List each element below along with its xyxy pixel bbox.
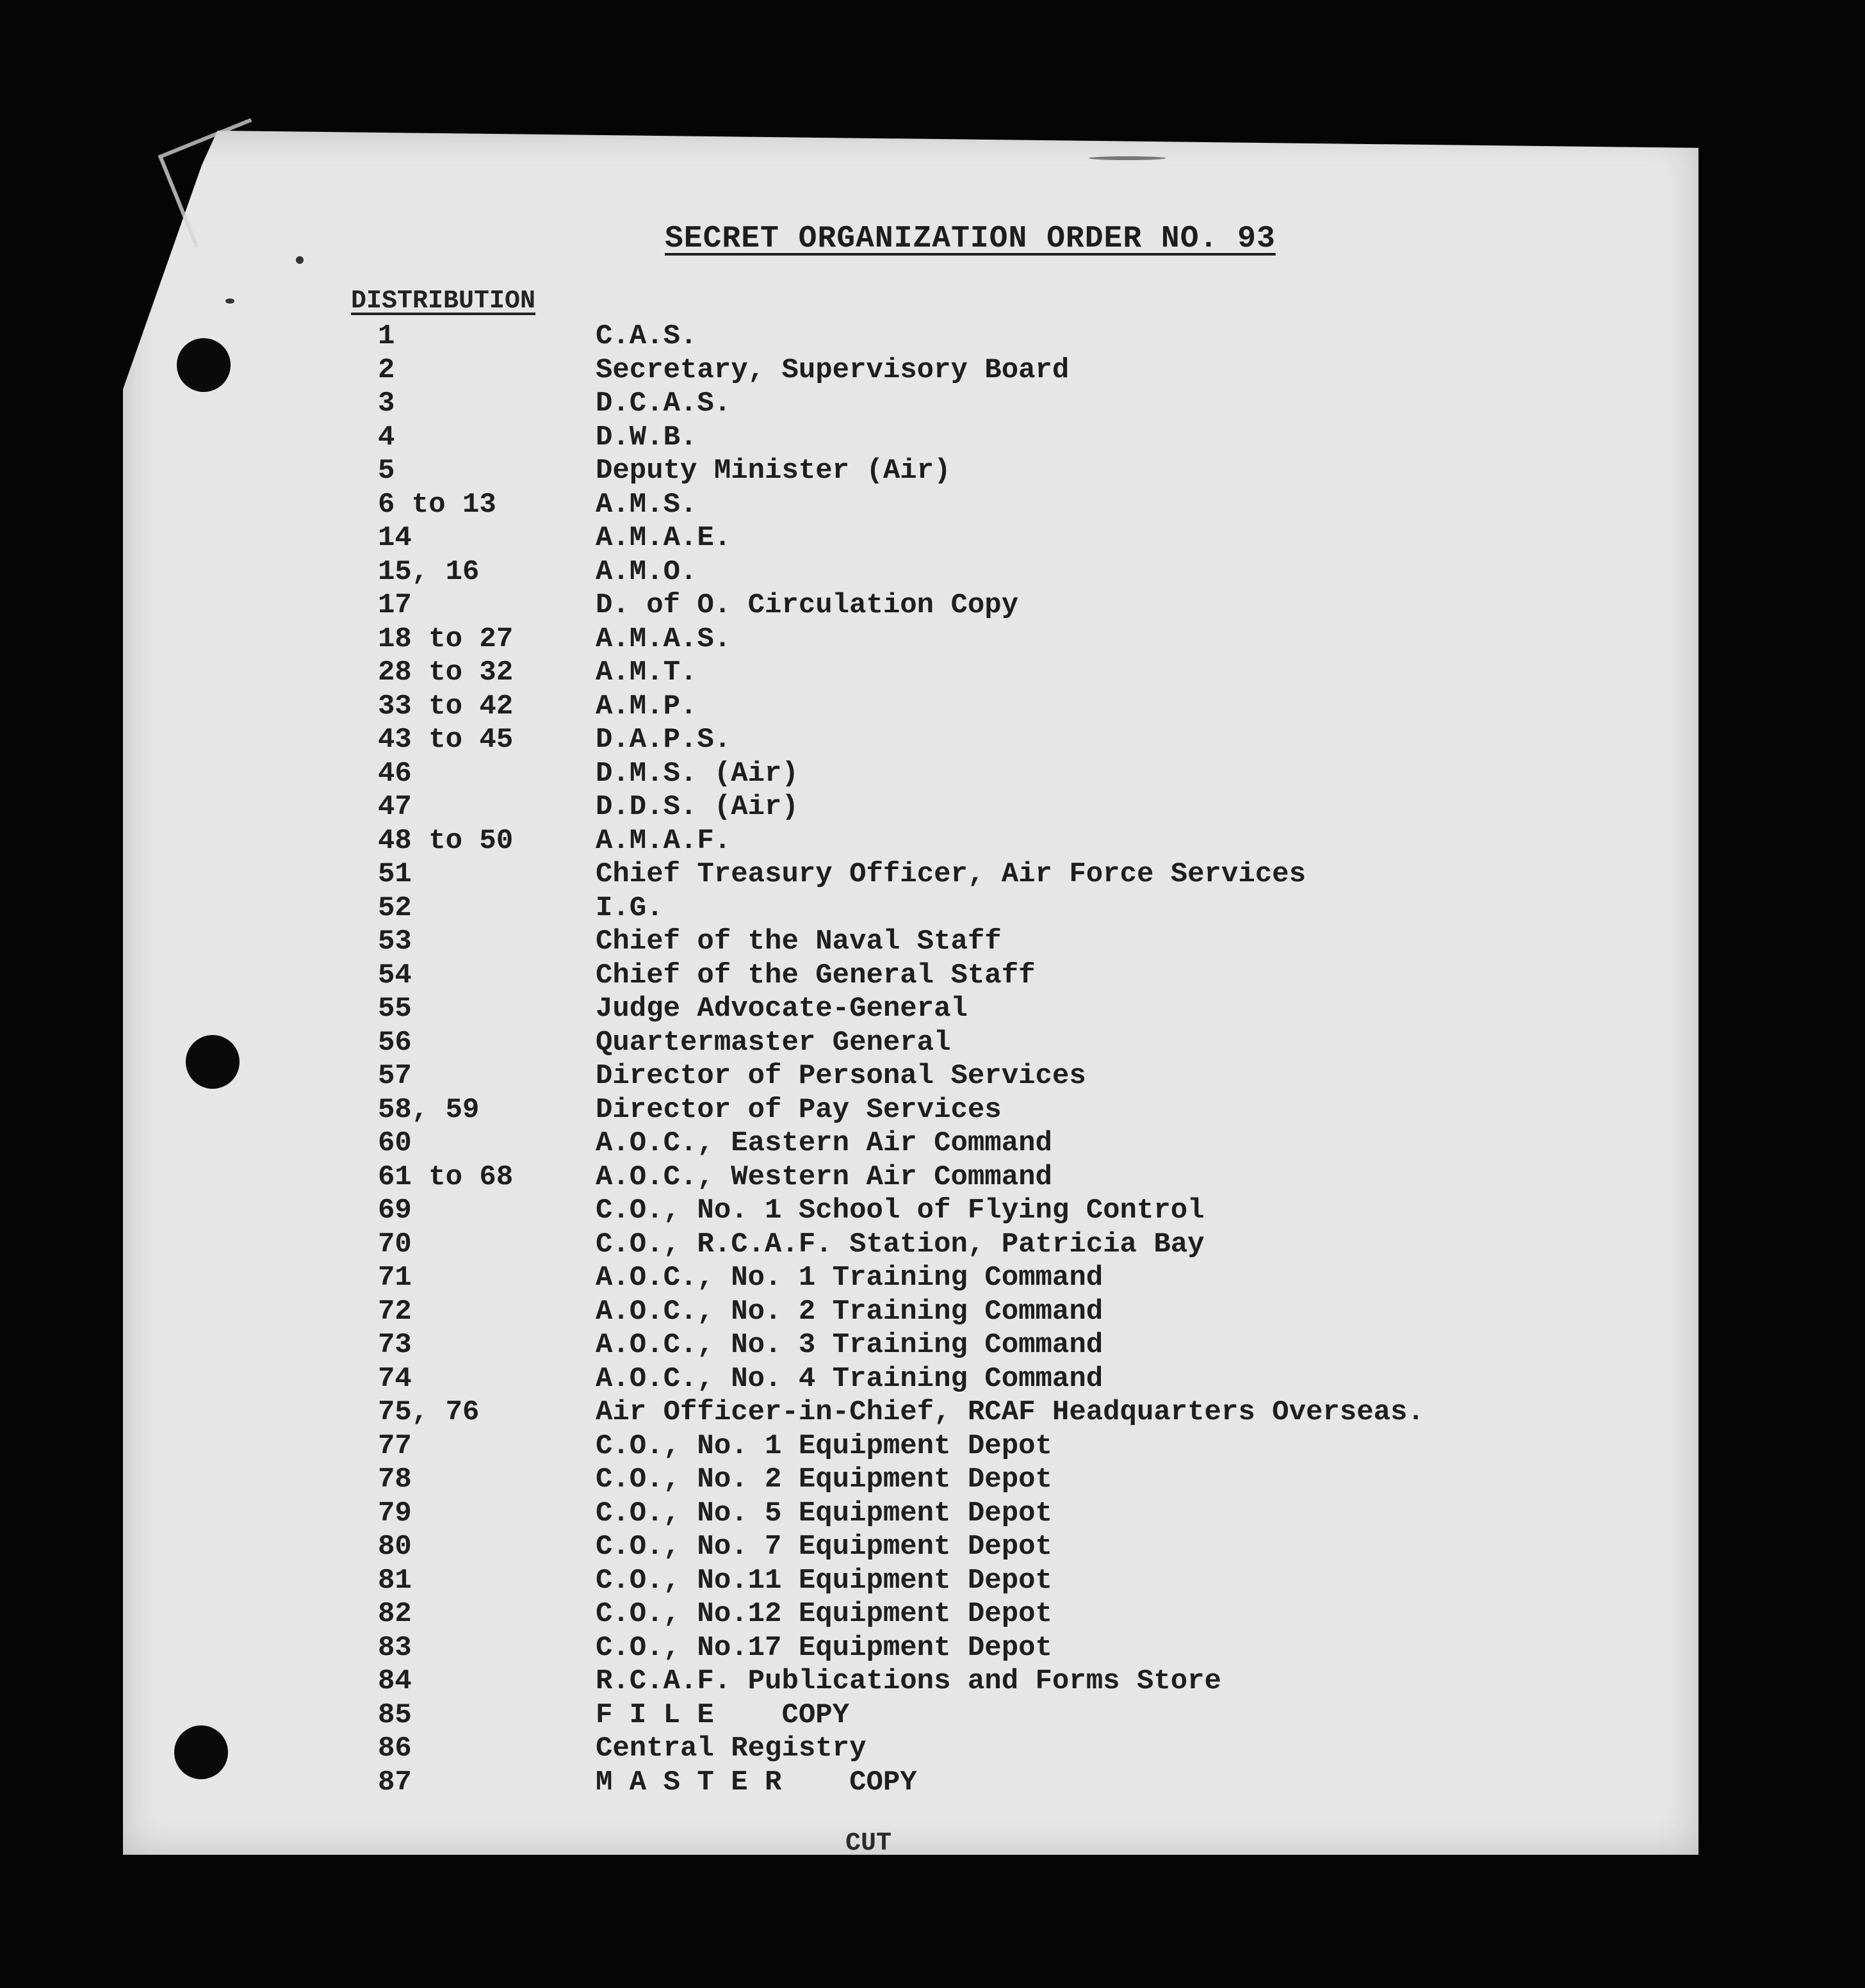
- copy-numbers: 83: [378, 1631, 412, 1664]
- recipient: C.O., No.12 Equipment Depot: [596, 1598, 1052, 1630]
- copy-numbers: 77: [378, 1430, 412, 1462]
- recipient: A.O.C., No. 1 Training Command: [596, 1262, 1104, 1294]
- copy-numbers: 47: [378, 791, 412, 823]
- distribution-row: [359, 892, 1665, 926]
- copy-numbers: 48 to 50: [378, 824, 514, 857]
- distribution-row: [359, 320, 1665, 354]
- copy-numbers: 54: [378, 959, 412, 991]
- recipient: C.A.S.: [596, 320, 697, 352]
- distribution-row: [359, 1598, 1665, 1632]
- recipient: A.O.C., Western Air Command: [596, 1161, 1052, 1193]
- recipient: D. of O. Circulation Copy: [596, 589, 1019, 621]
- copy-numbers: 17: [378, 589, 412, 621]
- recipient: C.O., No.17 Equipment Depot: [596, 1631, 1052, 1664]
- copy-numbers: 2: [378, 354, 395, 386]
- copy-numbers: 5: [378, 455, 395, 487]
- recipient: D.D.S. (Air): [596, 791, 799, 823]
- copy-numbers: 84: [378, 1665, 412, 1697]
- distribution-row: [359, 1665, 1665, 1699]
- copy-numbers: 6 to 13: [378, 488, 496, 521]
- distribution-row: [359, 1296, 1665, 1330]
- distribution-row: [359, 690, 1665, 724]
- recipient: D.M.S. (Air): [596, 757, 799, 790]
- copy-numbers: 18 to 27: [378, 623, 514, 655]
- recipient: Central Registry: [596, 1732, 867, 1764]
- recipient: C.O., No. 2 Equipment Depot: [596, 1463, 1052, 1495]
- copy-numbers: 73: [378, 1329, 412, 1361]
- copy-numbers: 1: [378, 320, 395, 352]
- copy-numbers: 15, 16: [378, 555, 480, 588]
- recipient: A.M.P.: [596, 690, 697, 722]
- recipient: Director of Pay Services: [596, 1093, 1002, 1126]
- distribution-row: [359, 1732, 1665, 1766]
- recipient: A.M.A.E.: [596, 522, 731, 554]
- copy-numbers: 75, 76: [378, 1396, 480, 1428]
- distribution-row: [359, 758, 1665, 792]
- copy-numbers: 87: [378, 1766, 412, 1798]
- copy-numbers: 82: [378, 1598, 412, 1630]
- copy-numbers: 43 to 45: [378, 724, 514, 756]
- distribution-row: [359, 1060, 1665, 1094]
- distribution-row: [359, 1329, 1665, 1363]
- copy-numbers: 74: [378, 1362, 412, 1395]
- copy-numbers: 58, 59: [378, 1093, 480, 1126]
- copy-numbers: 71: [378, 1262, 412, 1294]
- distribution-row: [359, 387, 1665, 421]
- copy-numbers: 70: [378, 1228, 412, 1260]
- copy-numbers: 56: [378, 1026, 412, 1059]
- recipient: Deputy Minister (Air): [596, 455, 951, 487]
- distribution-row: [359, 1565, 1665, 1599]
- distribution-row: [359, 522, 1665, 556]
- distribution-row: [359, 791, 1665, 825]
- distribution-row: [359, 1161, 1665, 1195]
- recipient: D.W.B.: [596, 421, 697, 453]
- recipient: Chief of the General Staff: [596, 959, 1036, 991]
- copy-numbers: 60: [378, 1127, 412, 1159]
- recipient: Chief of the Naval Staff: [596, 925, 1002, 957]
- distribution-row: [359, 354, 1665, 388]
- punch-hole-bottom: [174, 1725, 228, 1779]
- distribution-row: [359, 1463, 1665, 1497]
- distribution-row: [359, 1094, 1665, 1128]
- copy-numbers: 14: [378, 522, 412, 554]
- distribution-row: [359, 959, 1665, 993]
- distribution-row: [359, 1531, 1665, 1565]
- copy-numbers: 80: [378, 1531, 412, 1563]
- copy-numbers: 57: [378, 1060, 412, 1092]
- copy-numbers: 61 to 68: [378, 1161, 514, 1193]
- document-title: SECRET ORGANIZATION ORDER NO. 93: [665, 222, 1276, 256]
- distribution-row: [359, 1262, 1665, 1296]
- recipient: C.O., No.11 Equipment Depot: [596, 1564, 1052, 1597]
- recipient: A.O.C., No. 3 Training Command: [596, 1329, 1104, 1361]
- recipient: Secretary, Supervisory Board: [596, 354, 1070, 386]
- recipient: C.O., No. 1 Equipment Depot: [596, 1430, 1052, 1462]
- distribution-row: [359, 489, 1665, 523]
- distribution-row: [359, 825, 1665, 859]
- distribution-row: [359, 1699, 1665, 1733]
- recipient: M A S T E R COPY: [596, 1766, 917, 1798]
- recipient: F I L E COPY: [596, 1699, 850, 1731]
- copy-numbers: 33 to 42: [378, 690, 514, 722]
- distribution-row: [359, 1766, 1665, 1800]
- copy-numbers: 51: [378, 858, 412, 890]
- recipient: A.O.C., No. 2 Training Command: [596, 1295, 1104, 1328]
- recipient: Quartermaster General: [596, 1026, 951, 1059]
- copy-numbers: 79: [378, 1497, 412, 1529]
- recipient: Judge Advocate-General: [596, 993, 968, 1025]
- recipient: R.C.A.F. Publications and Forms Store: [596, 1665, 1221, 1697]
- recipient: A.M.T.: [596, 656, 697, 688]
- recipient: Director of Personal Services: [596, 1060, 1086, 1092]
- copy-numbers: 86: [378, 1732, 412, 1764]
- copy-numbers: 69: [378, 1194, 412, 1226]
- punch-hole-middle: [186, 1035, 240, 1089]
- copy-numbers: 78: [378, 1463, 412, 1495]
- recipient: C.O., No. 5 Equipment Depot: [596, 1497, 1052, 1529]
- recipient: I.G.: [596, 892, 664, 924]
- recipient: A.O.C., No. 4 Training Command: [596, 1362, 1104, 1395]
- recipient: Air Officer-in-Chief, RCAF Headquarters Overseas.: [596, 1396, 1424, 1428]
- ink-speck: [1089, 156, 1166, 160]
- copy-numbers: 53: [378, 925, 412, 957]
- copy-numbers: 4: [378, 421, 395, 453]
- distribution-row: [359, 925, 1665, 959]
- recipient: A.M.A.S.: [596, 623, 731, 655]
- distribution-row: [359, 1228, 1665, 1262]
- copy-numbers: 52: [378, 892, 412, 924]
- recipient: A.M.O.: [596, 555, 697, 588]
- copy-numbers: 55: [378, 993, 412, 1025]
- distribution-row: [359, 1497, 1665, 1531]
- distribution-row: [359, 1632, 1665, 1666]
- recipient: A.M.S.: [596, 488, 697, 521]
- distribution-list: [359, 320, 1665, 1800]
- recipient: A.O.C., Eastern Air Command: [596, 1127, 1052, 1159]
- punch-hole-top: [177, 338, 231, 392]
- ink-speck: [225, 298, 234, 304]
- recipient: A.M.A.F.: [596, 824, 731, 857]
- copy-numbers: 28 to 32: [378, 656, 514, 688]
- distribution-row: [359, 556, 1665, 590]
- ink-speck: [296, 256, 304, 264]
- copy-numbers: 81: [378, 1564, 412, 1597]
- distribution-row: [359, 455, 1665, 489]
- copy-numbers: 85: [378, 1699, 412, 1731]
- distribution-row: [359, 1363, 1665, 1397]
- distribution-row: [359, 1127, 1665, 1161]
- distribution-row: [359, 1396, 1665, 1430]
- distribution-row: [359, 1194, 1665, 1228]
- distribution-row: [359, 993, 1665, 1027]
- distribution-row: [359, 421, 1665, 455]
- distribution-row: [359, 656, 1665, 690]
- recipient: D.A.P.S.: [596, 724, 731, 756]
- distribution-row: [359, 724, 1665, 758]
- copy-numbers: 72: [378, 1295, 412, 1328]
- recipient: C.O., No. 1 School of Flying Control: [596, 1194, 1205, 1226]
- recipient: D.C.A.S.: [596, 387, 731, 420]
- recipient: Chief Treasury Officer, Air Force Services: [596, 858, 1306, 890]
- distribution-row: [359, 1027, 1665, 1061]
- distribution-row: [359, 623, 1665, 657]
- distribution-row: [359, 858, 1665, 892]
- distribution-row: [359, 589, 1665, 623]
- cut-mark: CUT: [845, 1829, 892, 1858]
- copy-numbers: 46: [378, 757, 412, 790]
- recipient: C.O., R.C.A.F. Station, Patricia Bay: [596, 1228, 1205, 1260]
- copy-numbers: 3: [378, 387, 395, 420]
- distribution-heading: DISTRIBUTION: [351, 287, 536, 316]
- recipient: C.O., No. 7 Equipment Depot: [596, 1531, 1052, 1563]
- distribution-row: [359, 1430, 1665, 1464]
